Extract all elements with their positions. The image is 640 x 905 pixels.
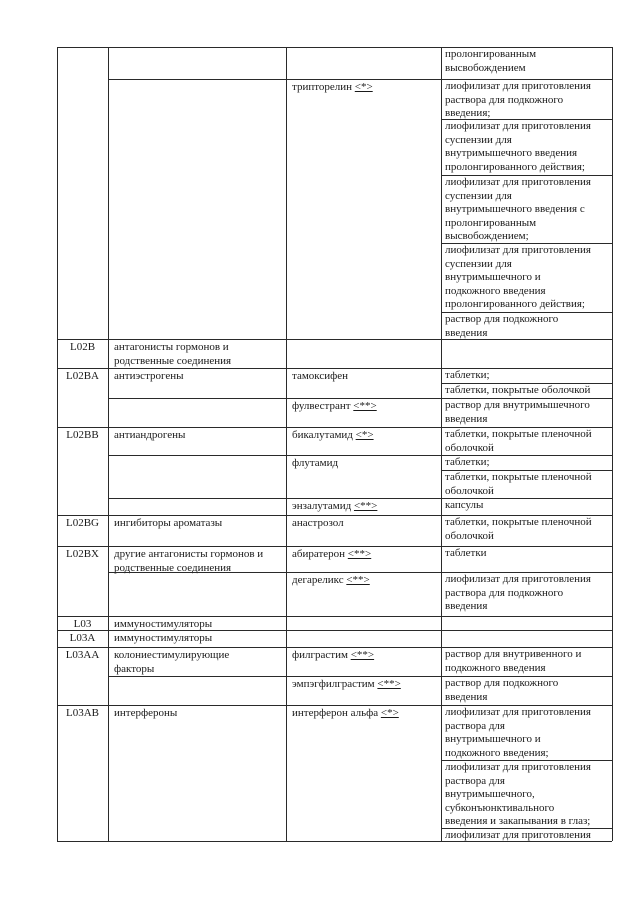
footnote-ref[interactable]: <**> bbox=[353, 500, 378, 512]
drug-group: антиэстрогены bbox=[114, 370, 184, 382]
dosage-form: таблетки bbox=[445, 547, 487, 559]
drug-group: иммуностимуляторы bbox=[114, 618, 213, 630]
dosage-form: раствор для подкожного введения bbox=[445, 313, 559, 339]
dosage-form: лиофилизат для приготовления раствора для подкожного введения bbox=[445, 573, 591, 612]
drug-name: анастрозол bbox=[292, 517, 344, 529]
atc-code: L02BA bbox=[66, 370, 99, 382]
footnote-ref[interactable]: <*> bbox=[355, 429, 374, 441]
dosage-form: таблетки, покрытые пленочной оболочкой bbox=[445, 516, 592, 542]
dosage-form: таблетки; bbox=[445, 456, 490, 468]
drug-group: антагонисты гормонов и родственные соединения bbox=[114, 341, 232, 367]
dosage-form: лиофилизат для приготовления bbox=[445, 829, 591, 841]
dosage-form: таблетки, покрытые пленочной оболочкой bbox=[445, 471, 592, 497]
dosage-form: лиофилизат для приготовления суспензии для внутримышечного и подкожного введения пролонгированного действия; bbox=[445, 244, 591, 310]
drug-group: антиандрогены bbox=[114, 429, 186, 441]
dosage-form: раствор для подкожного введения bbox=[445, 677, 559, 703]
atc-code: L02BX bbox=[66, 548, 99, 560]
atc-code: L02B bbox=[69, 341, 96, 353]
table-column-border bbox=[57, 47, 58, 841]
drug-group: интерфероны bbox=[114, 707, 178, 719]
dosage-form: лиофилизат для приготовления суспензии для внутримышечного введения пролонгированного действия; bbox=[445, 120, 591, 173]
dosage-form: лиофилизат для приготовления раствора для подкожного введения; bbox=[445, 80, 591, 119]
dosage-form: капсулы bbox=[445, 499, 484, 511]
drug-name: абиратерон <**> bbox=[292, 548, 372, 560]
drug-name: бикалутамид <*> bbox=[292, 429, 374, 441]
drug-group: иммуностимуляторы bbox=[114, 632, 213, 644]
drug-name: эмпэгфилграстим <**> bbox=[292, 678, 401, 690]
dosage-form: лиофилизат для приготовления раствора для внутримышечного и подкожного введения; bbox=[445, 706, 591, 759]
drug-name: филграстим <**> bbox=[292, 649, 375, 661]
dosage-form: таблетки, покрытые оболочкой bbox=[445, 384, 591, 396]
drug-name: энзалутамид <**> bbox=[292, 500, 378, 512]
atc-code: L03A bbox=[69, 632, 96, 644]
drug-group: колониестимулирующие факторы bbox=[114, 649, 230, 675]
atc-code: L03AA bbox=[65, 649, 100, 661]
drug-name: интерферон альфа <*> bbox=[292, 707, 399, 719]
footnote-ref[interactable]: <**> bbox=[377, 678, 401, 690]
drug-name: дегареликс <**> bbox=[292, 574, 370, 586]
table-column-border bbox=[108, 47, 109, 841]
dosage-form: раствор для внутримышечного введения bbox=[445, 399, 590, 425]
drug-name: фулвестрант <**> bbox=[292, 400, 377, 412]
atc-code: L02BB bbox=[66, 429, 99, 441]
atc-code: L03AB bbox=[66, 707, 99, 719]
dosage-form: лиофилизат для приготовления суспензии для внутримышечного введения с пролонгированным высвобождением; bbox=[445, 176, 591, 242]
drug-name: трипторелин <*> bbox=[292, 81, 373, 93]
table-column-border bbox=[612, 47, 613, 841]
table-row-border bbox=[57, 630, 612, 631]
drug-group: ингибиторы ароматазы bbox=[114, 517, 223, 529]
atc-code: L03 bbox=[73, 618, 92, 630]
dosage-form: раствор для внутривенного и подкожного введения bbox=[445, 648, 582, 674]
table-row-border bbox=[57, 616, 612, 617]
atc-code: L02BG bbox=[66, 517, 99, 529]
dosage-form: пролонгированным высвобождением bbox=[445, 48, 537, 74]
table-column-border bbox=[286, 47, 287, 841]
footnote-ref[interactable]: <*> bbox=[380, 707, 399, 719]
dosage-form: таблетки, покрытые пленочной оболочкой bbox=[445, 428, 592, 454]
drug-name: флутамид bbox=[292, 457, 339, 469]
table-column-border bbox=[441, 47, 442, 841]
footnote-ref[interactable]: <*> bbox=[354, 81, 373, 93]
dosage-form: таблетки; bbox=[445, 369, 490, 381]
table-row-border bbox=[57, 339, 612, 340]
footnote-ref[interactable]: <**> bbox=[346, 574, 370, 586]
drug-name: тамоксифен bbox=[292, 370, 349, 382]
drug-group: другие антагонисты гормонов и родственные соединения bbox=[114, 548, 264, 574]
footnote-ref[interactable]: <**> bbox=[353, 400, 377, 412]
dosage-form: лиофилизат для приготовления раствора для внутримышечного, субконъюнктивального введения и закапывания в глаз; bbox=[445, 761, 591, 827]
footnote-ref[interactable]: <**> bbox=[350, 649, 375, 661]
footnote-ref[interactable]: <**> bbox=[347, 548, 372, 560]
